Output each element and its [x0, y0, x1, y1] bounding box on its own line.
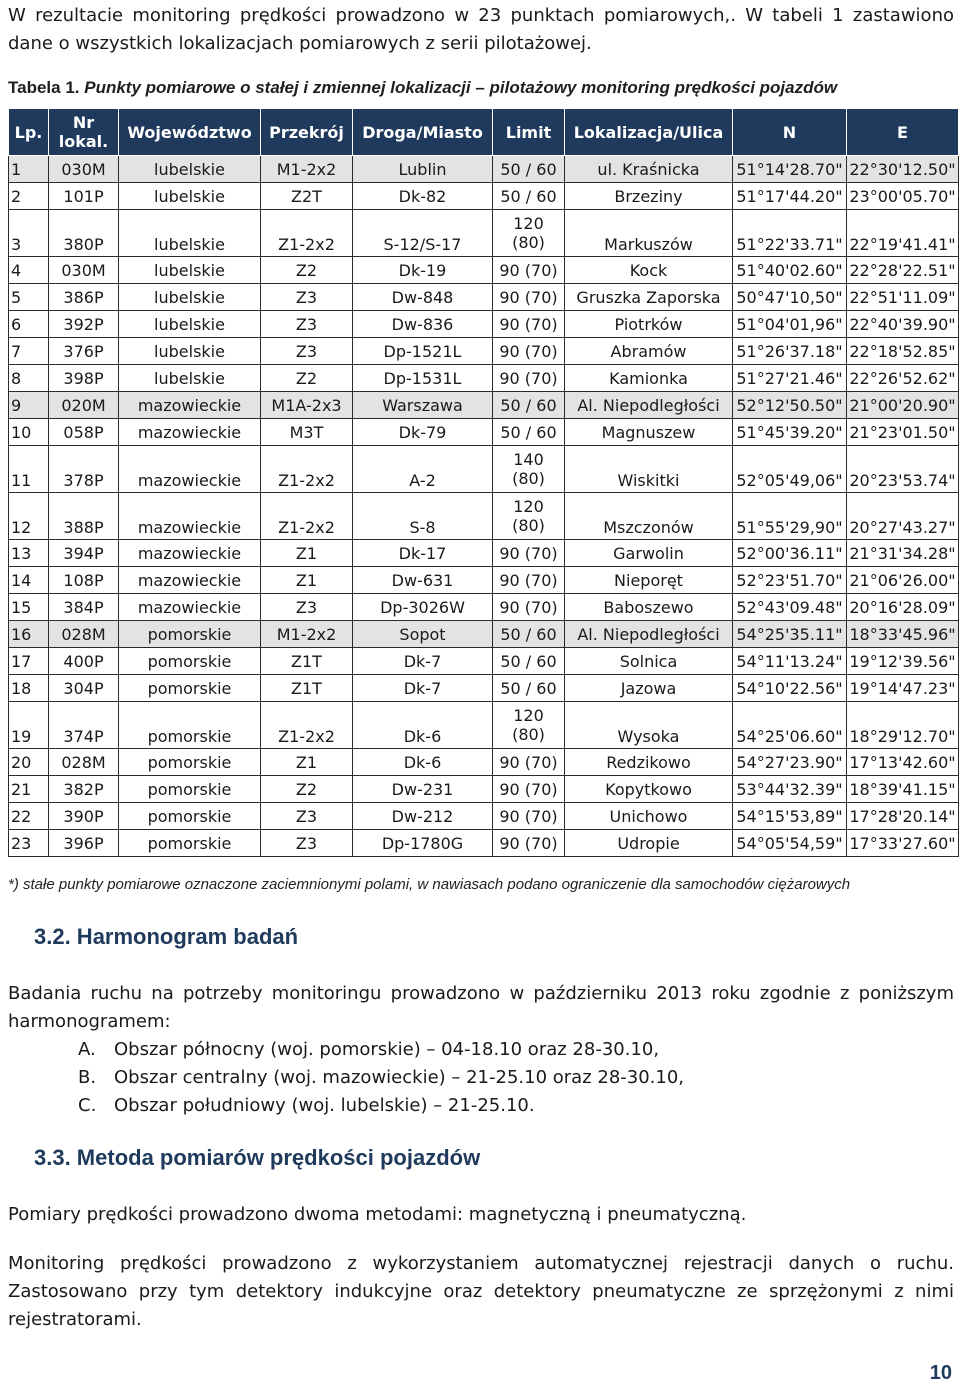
cell-n: 51°55'29,90" — [733, 493, 847, 540]
cell-przekroj: Z2 — [261, 776, 353, 803]
cell-woj: mazowieckie — [119, 540, 261, 567]
table-caption — [8, 78, 837, 98]
limit-main: 140 — [513, 450, 544, 469]
table-row — [9, 210, 959, 257]
cell-nr: 380P — [49, 210, 119, 257]
cell-lok: Solnica — [565, 648, 733, 675]
cell-limit: 90 (70) — [493, 776, 565, 803]
cell-limit: 90 (70) — [493, 540, 565, 567]
cell-e: 22°51'11.09" — [847, 284, 959, 311]
cell-limit — [493, 210, 565, 257]
cell-n: 51°04'01,96" — [733, 311, 847, 338]
cell-droga: S-8 — [353, 493, 493, 540]
cell-droga: Sopot — [353, 621, 493, 648]
cell-lp: 23 — [9, 830, 49, 857]
col-header-e: E — [847, 109, 959, 156]
cell-droga: Dp-1531L — [353, 365, 493, 392]
table-row — [9, 594, 959, 621]
cell-przekroj: Z1-2x2 — [261, 493, 353, 540]
cell-limit: 90 (70) — [493, 338, 565, 365]
col-header-nr-lokal — [49, 109, 119, 156]
cell-e: 18°29'12.70" — [847, 702, 959, 749]
cell-przekroj: M1A-2x3 — [261, 392, 353, 419]
cell-nr: 398P — [49, 365, 119, 392]
cell-nr: 376P — [49, 338, 119, 365]
col-header-n: N — [733, 109, 847, 156]
table-row — [9, 311, 959, 338]
cell-e: 22°18'52.85" — [847, 338, 959, 365]
limit-truck: (80) — [512, 469, 545, 488]
cell-lok: Kock — [565, 257, 733, 284]
limit-main: 120 — [513, 706, 544, 725]
cell-lp: 16 — [9, 621, 49, 648]
cell-n: 51°17'44.20" — [733, 183, 847, 210]
table-row — [9, 284, 959, 311]
cell-e: 20°23'53.74" — [847, 446, 959, 493]
cell-e: 19°12'39.56" — [847, 648, 959, 675]
table-row — [9, 493, 959, 540]
cell-n: 51°26'37.18" — [733, 338, 847, 365]
cell-lp: 5 — [9, 284, 49, 311]
cell-droga: Dw-836 — [353, 311, 493, 338]
cell-woj: pomorskie — [119, 675, 261, 702]
table-row — [9, 776, 959, 803]
cell-n: 51°27'21.46" — [733, 365, 847, 392]
table-row — [9, 183, 959, 210]
cell-nr: 020M — [49, 392, 119, 419]
cell-limit: 90 (70) — [493, 594, 565, 621]
cell-limit: 50 / 60 — [493, 392, 565, 419]
cell-lok: Markuszów — [565, 210, 733, 257]
list-item-label: B. — [78, 1067, 97, 1088]
table-body — [9, 156, 959, 857]
cell-nr: 400P — [49, 648, 119, 675]
cell-woj: lubelskie — [119, 338, 261, 365]
cell-e: 21°23'01.50" — [847, 419, 959, 446]
col-header-lp: Lp. — [9, 109, 49, 156]
cell-droga: Warszawa — [353, 392, 493, 419]
table-row — [9, 803, 959, 830]
cell-n: 51°40'02.60" — [733, 257, 847, 284]
cell-lok: Udropie — [565, 830, 733, 857]
cell-przekroj: Z3 — [261, 594, 353, 621]
table-footnote: *) stałe punkty pomiarowe oznaczone zaciemnionymi polami, w nawiasach podano ograniczenie dla samochodów ciężarowych — [8, 876, 851, 893]
cell-lp: 15 — [9, 594, 49, 621]
cell-nr: 058P — [49, 419, 119, 446]
cell-nr: 396P — [49, 830, 119, 857]
cell-przekroj: Z2 — [261, 365, 353, 392]
cell-lok: Mszczonów — [565, 493, 733, 540]
cell-przekroj: Z1T — [261, 675, 353, 702]
cell-n: 54°15'53,89" — [733, 803, 847, 830]
list-item-text: Obszar północny (woj. pomorskie) – 04-18.10 oraz 28-30.10, — [114, 1039, 660, 1060]
table-header-row — [9, 109, 959, 156]
cell-woj: pomorskie — [119, 702, 261, 749]
cell-woj: lubelskie — [119, 284, 261, 311]
cell-e: 20°16'28.09" — [847, 594, 959, 621]
cell-droga: Dk-82 — [353, 183, 493, 210]
cell-limit: 50 / 60 — [493, 675, 565, 702]
cell-lok: Wiskitki — [565, 446, 733, 493]
table-row — [9, 257, 959, 284]
cell-e: 22°26'52.62" — [847, 365, 959, 392]
cell-woj: pomorskie — [119, 830, 261, 857]
cell-lok: Baboszewo — [565, 594, 733, 621]
cell-lp: 10 — [9, 419, 49, 446]
cell-woj: pomorskie — [119, 749, 261, 776]
cell-woj: pomorskie — [119, 803, 261, 830]
cell-nr: 374P — [49, 702, 119, 749]
cell-woj: lubelskie — [119, 156, 261, 183]
table-row — [9, 567, 959, 594]
cell-lp: 11 — [9, 446, 49, 493]
section-heading-metoda: 3.3. Metoda pomiarów prędkości pojazdów — [34, 1145, 481, 1170]
cell-e: 21°31'34.28" — [847, 540, 959, 567]
cell-lp: 9 — [9, 392, 49, 419]
measurement-points-table — [8, 108, 959, 857]
cell-nr: 030M — [49, 156, 119, 183]
cell-e: 23°00'05.70" — [847, 183, 959, 210]
limit-main: 120 — [513, 214, 544, 233]
cell-n: 54°05'54,59" — [733, 830, 847, 857]
harmonogram-paragraph: Badania ruchu na potrzeby monitoringu prowadzono w październiku 2013 roku zgodnie z poniższym harmonogramem: — [8, 983, 954, 1032]
cell-woj: mazowieckie — [119, 446, 261, 493]
cell-lok: Al. Niepodległości — [565, 392, 733, 419]
cell-przekroj: Z1T — [261, 648, 353, 675]
cell-e: 21°06'26.00" — [847, 567, 959, 594]
cell-nr: 392P — [49, 311, 119, 338]
cell-droga: Dk-17 — [353, 540, 493, 567]
section-heading-harmonogram: 3.2. Harmonogram badań — [34, 924, 299, 949]
header-line: Nr — [72, 113, 95, 132]
cell-droga: Dw-212 — [353, 803, 493, 830]
table-row — [9, 621, 959, 648]
cell-limit: 90 (70) — [493, 567, 565, 594]
cell-droga: Dk-6 — [353, 749, 493, 776]
col-header-lokalizacja: Lokalizacja/Ulica — [565, 109, 733, 156]
cell-woj: lubelskie — [119, 210, 261, 257]
cell-nr: 386P — [49, 284, 119, 311]
cell-przekroj: Z2 — [261, 257, 353, 284]
cell-nr: 384P — [49, 594, 119, 621]
cell-limit: 90 (70) — [493, 284, 565, 311]
limit-truck: (80) — [512, 516, 545, 535]
cell-przekroj: Z3 — [261, 338, 353, 365]
cell-droga: Dk-79 — [353, 419, 493, 446]
cell-przekroj: Z1 — [261, 567, 353, 594]
cell-woj: mazowieckie — [119, 493, 261, 540]
cell-przekroj: M1-2x2 — [261, 156, 353, 183]
cell-lp: 6 — [9, 311, 49, 338]
cell-n: 52°23'51.70" — [733, 567, 847, 594]
cell-lok: Jazowa — [565, 675, 733, 702]
cell-woj: mazowieckie — [119, 594, 261, 621]
cell-limit: 50 / 60 — [493, 156, 565, 183]
cell-lp: 18 — [9, 675, 49, 702]
cell-n: 52°12'50.50" — [733, 392, 847, 419]
cell-lp: 21 — [9, 776, 49, 803]
cell-lok: Nieporęt — [565, 567, 733, 594]
limit-truck: (80) — [512, 233, 545, 252]
cell-przekroj: M3T — [261, 419, 353, 446]
metoda-paragraph-2: Monitoring prędkości prowadzono z wykorzystaniem automatycznej rejestracji danych o ruchu. Zastosowano przy tym detektory indukcyjne oraz detektory pneumatyczne ze sprzężonymi z nimi rejestratorami. — [8, 1253, 954, 1330]
cell-droga: Dk-7 — [353, 648, 493, 675]
cell-droga: Dp-1521L — [353, 338, 493, 365]
cell-nr: 390P — [49, 803, 119, 830]
cell-limit: 90 (70) — [493, 803, 565, 830]
cell-lok: Kamionka — [565, 365, 733, 392]
table-row — [9, 540, 959, 567]
list-item-text: Obszar południowy (woj. lubelskie) – 21-25.10. — [114, 1095, 535, 1116]
table-row — [9, 675, 959, 702]
cell-n: 51°45'39.20" — [733, 419, 847, 446]
cell-droga: Dw-631 — [353, 567, 493, 594]
cell-lp: 20 — [9, 749, 49, 776]
cell-e: 22°40'39.90" — [847, 311, 959, 338]
cell-e: 19°14'47.23" — [847, 675, 959, 702]
cell-e: 20°27'43.27" — [847, 493, 959, 540]
cell-limit: 90 (70) — [493, 830, 565, 857]
table-row — [9, 419, 959, 446]
cell-nr: 028M — [49, 621, 119, 648]
cell-droga: Lublin — [353, 156, 493, 183]
cell-lok: ul. Kraśnicka — [565, 156, 733, 183]
table-row — [9, 702, 959, 749]
metoda-paragraph-1: Pomiary prędkości prowadzono dwoma metodami: magnetyczną i pneumatyczną. — [8, 1204, 747, 1225]
header-line: lokal. — [58, 132, 109, 151]
cell-woj: pomorskie — [119, 776, 261, 803]
cell-lp: 14 — [9, 567, 49, 594]
cell-n: 54°10'22.56" — [733, 675, 847, 702]
cell-woj: mazowieckie — [119, 419, 261, 446]
cell-nr: 378P — [49, 446, 119, 493]
cell-lp: 4 — [9, 257, 49, 284]
table-caption-prefix: Tabela 1. — [8, 78, 80, 97]
table-row — [9, 648, 959, 675]
cell-droga: Dk-19 — [353, 257, 493, 284]
cell-droga: Dp-1780G — [353, 830, 493, 857]
cell-lok: Brzeziny — [565, 183, 733, 210]
cell-przekroj: M1-2x2 — [261, 621, 353, 648]
cell-n: 52°43'09.48" — [733, 594, 847, 621]
cell-limit: 90 (70) — [493, 311, 565, 338]
list-item-text: Obszar centralny (woj. mazowieckie) – 21-25.10 oraz 28-30.10, — [114, 1067, 685, 1088]
cell-lp: 22 — [9, 803, 49, 830]
cell-lok: Kopytkowo — [565, 776, 733, 803]
cell-limit — [493, 493, 565, 540]
cell-lok: Garwolin — [565, 540, 733, 567]
cell-n: 54°25'06.60" — [733, 702, 847, 749]
cell-e: 17°28'20.14" — [847, 803, 959, 830]
col-header-limit: Limit — [493, 109, 565, 156]
col-header-wojewodztwo: Województwo — [119, 109, 261, 156]
cell-e: 17°13'42.60" — [847, 749, 959, 776]
cell-n: 53°44'32.39" — [733, 776, 847, 803]
list-item-label: A. — [78, 1039, 96, 1060]
cell-limit: 50 / 60 — [493, 183, 565, 210]
cell-przekroj: Z2T — [261, 183, 353, 210]
cell-lok: Magnuszew — [565, 419, 733, 446]
schedule-list — [78, 1036, 684, 1120]
cell-e: 22°28'22.51" — [847, 257, 959, 284]
cell-nr: 382P — [49, 776, 119, 803]
cell-limit — [493, 702, 565, 749]
cell-lp: 8 — [9, 365, 49, 392]
cell-n: 52°00'36.11" — [733, 540, 847, 567]
cell-limit — [493, 446, 565, 493]
cell-e: 22°30'12.50" — [847, 156, 959, 183]
table-row — [9, 338, 959, 365]
cell-przekroj: Z3 — [261, 803, 353, 830]
cell-przekroj: Z1-2x2 — [261, 210, 353, 257]
table-row — [9, 830, 959, 857]
cell-lp: 2 — [9, 183, 49, 210]
cell-nr: 101P — [49, 183, 119, 210]
cell-n: 50°47'10,50" — [733, 284, 847, 311]
cell-droga: Dk-7 — [353, 675, 493, 702]
cell-e: 22°19'41.41" — [847, 210, 959, 257]
list-item — [78, 1064, 684, 1092]
cell-przekroj: Z1-2x2 — [261, 446, 353, 493]
cell-woj: pomorskie — [119, 621, 261, 648]
cell-lp: 19 — [9, 702, 49, 749]
intro-paragraph: W rezultacie monitoring prędkości prowadzono w 23 punktach pomiarowych,. W tabeli 1 zastawiono dane o wszystkich lokalizacjach pomiarowych z serii pilotażowej. — [8, 5, 954, 54]
table-caption-text: Punkty pomiarowe o stałej i zmiennej lokalizacji – pilotażowy monitoring prędkości pojazdów — [84, 78, 838, 97]
cell-lp: 1 — [9, 156, 49, 183]
list-item — [78, 1036, 684, 1064]
table-row — [9, 749, 959, 776]
cell-nr: 030M — [49, 257, 119, 284]
cell-nr: 394P — [49, 540, 119, 567]
cell-woj: lubelskie — [119, 311, 261, 338]
cell-lok: Abramów — [565, 338, 733, 365]
col-header-przekroj: Przekrój — [261, 109, 353, 156]
table-row — [9, 156, 959, 183]
table-row — [9, 365, 959, 392]
cell-przekroj: Z3 — [261, 311, 353, 338]
table-row — [9, 446, 959, 493]
cell-woj: mazowieckie — [119, 567, 261, 594]
cell-woj: mazowieckie — [119, 392, 261, 419]
cell-lok: Gruszka Zaporska — [565, 284, 733, 311]
cell-lp: 7 — [9, 338, 49, 365]
cell-woj: pomorskie — [119, 648, 261, 675]
cell-limit: 90 (70) — [493, 365, 565, 392]
cell-e: 21°00'20.90" — [847, 392, 959, 419]
cell-lok: Piotrków — [565, 311, 733, 338]
cell-przekroj: Z1-2x2 — [261, 702, 353, 749]
cell-n: 52°05'49,06" — [733, 446, 847, 493]
cell-lok: Redzikowo — [565, 749, 733, 776]
cell-n: 51°22'33.71" — [733, 210, 847, 257]
cell-droga: S-12/S-17 — [353, 210, 493, 257]
cell-e: 17°33'27.60" — [847, 830, 959, 857]
cell-limit: 50 / 60 — [493, 648, 565, 675]
cell-droga: Dp-3026W — [353, 594, 493, 621]
list-item-label: C. — [78, 1095, 97, 1116]
cell-n: 54°25'35.11" — [733, 621, 847, 648]
cell-limit: 90 (70) — [493, 749, 565, 776]
col-header-droga-miasto: Droga/Miasto — [353, 109, 493, 156]
cell-woj: lubelskie — [119, 365, 261, 392]
limit-truck: (80) — [512, 725, 545, 744]
cell-lp: 12 — [9, 493, 49, 540]
list-item — [78, 1092, 684, 1120]
cell-limit: 50 / 60 — [493, 621, 565, 648]
cell-nr: 304P — [49, 675, 119, 702]
cell-lok: Al. Niepodległości — [565, 621, 733, 648]
cell-przekroj: Z1 — [261, 749, 353, 776]
cell-droga: Dw-848 — [353, 284, 493, 311]
cell-lp: 3 — [9, 210, 49, 257]
table-row — [9, 392, 959, 419]
page-number: 10 — [929, 1362, 952, 1384]
cell-przekroj: Z1 — [261, 540, 353, 567]
cell-droga: Dw-231 — [353, 776, 493, 803]
cell-limit: 90 (70) — [493, 257, 565, 284]
cell-lp: 17 — [9, 648, 49, 675]
cell-woj: lubelskie — [119, 257, 261, 284]
cell-lp: 13 — [9, 540, 49, 567]
cell-nr: 388P — [49, 493, 119, 540]
cell-n: 51°14'28.70" — [733, 156, 847, 183]
cell-nr: 108P — [49, 567, 119, 594]
cell-e: 18°33'45.96" — [847, 621, 959, 648]
cell-lok: Wysoka — [565, 702, 733, 749]
cell-e: 18°39'41.15" — [847, 776, 959, 803]
cell-przekroj: Z3 — [261, 284, 353, 311]
cell-woj: lubelskie — [119, 183, 261, 210]
limit-main: 120 — [513, 497, 544, 516]
cell-n: 54°27'23.90" — [733, 749, 847, 776]
cell-limit: 50 / 60 — [493, 419, 565, 446]
cell-przekroj: Z3 — [261, 830, 353, 857]
cell-nr: 028M — [49, 749, 119, 776]
cell-lok: Unichowo — [565, 803, 733, 830]
cell-droga: Dk-6 — [353, 702, 493, 749]
cell-n: 54°11'13.24" — [733, 648, 847, 675]
cell-droga: A-2 — [353, 446, 493, 493]
